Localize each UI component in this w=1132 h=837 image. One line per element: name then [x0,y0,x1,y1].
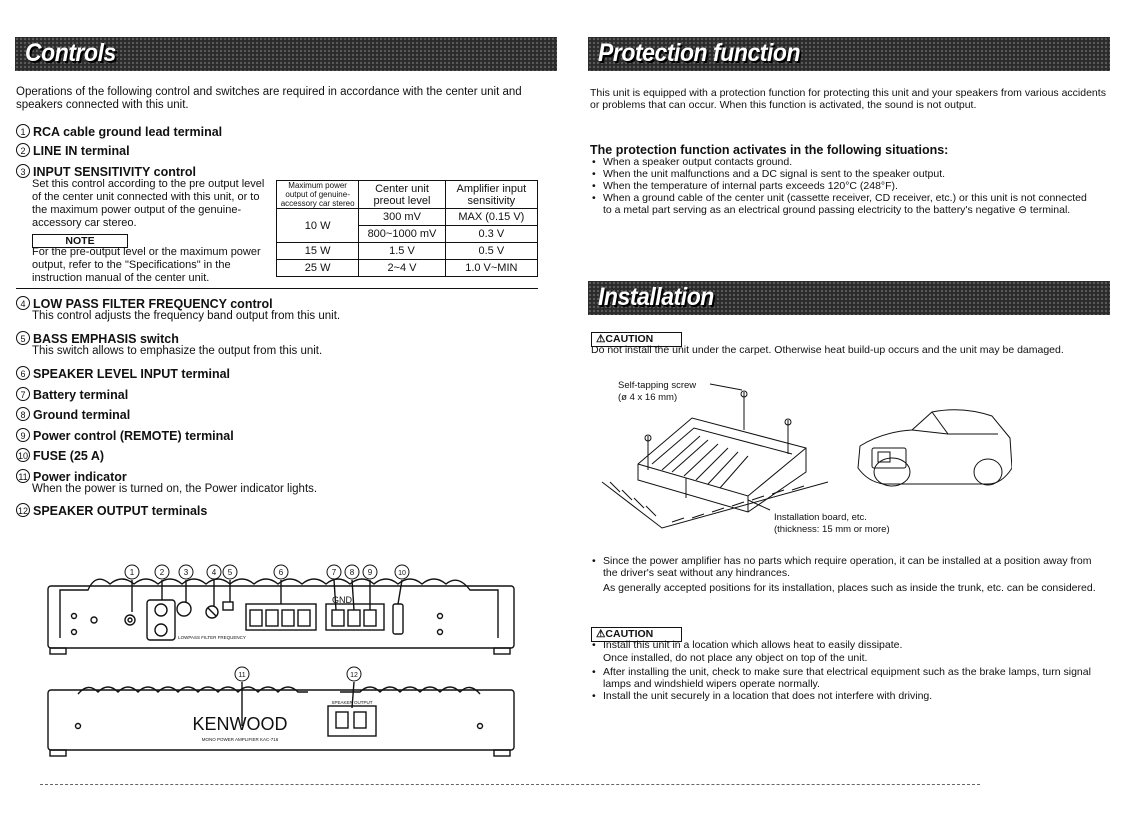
table-row [277,209,538,226]
table-cell: 1.5 V [359,243,445,260]
control-item-3-desc: Set this control according to the pre output level of the center unit connected with this unit, or to the maximum power output of the genuine-accessory car stereo. [32,178,265,229]
caution-2-list [590,639,1105,651]
item-label: Battery terminal [33,388,129,402]
item-label: LOW PASS FILTER FREQUENCY control [33,297,273,311]
item-label: Power indicator [33,470,127,484]
top-view-outline [60,579,498,638]
item-number: 1 [16,124,30,138]
item-number: 4 [16,296,30,310]
caution-2-list-b [590,666,1105,702]
protection-intro: This unit is equipped with a protection function for protecting this unit and your speakers from various accidents or problems that can occur. When this function is activated, the sound is not output. [590,87,1106,111]
screw-label: Self-tapping screw [618,380,697,391]
item-label: FUSE (25 A) [33,449,105,463]
note-label: NOTE [32,234,128,248]
item-label: BASS EMPHASIS switch [33,332,179,346]
item-number: 7 [16,387,30,401]
table-cell: 25 W [277,260,359,277]
installation-title: Installation [598,283,714,311]
divider-line [16,288,538,289]
control-item-3 [16,164,196,179]
item-label: RCA cable ground lead terminal [33,125,223,139]
item-number: 3 [16,164,30,178]
board-thickness-label: (thickness: 15 mm or more) [774,524,890,535]
callout-9: 9 [367,568,373,577]
callout-5: 5 [227,568,233,577]
controls-intro: Operations of the following control and switches are required in accordance with the center unit and speakers connected with this unit. [16,86,522,111]
installation-illustration [592,372,1012,538]
item-label: Ground terminal [33,408,131,422]
table-header: Center unit preout level [359,181,445,209]
list-item: • When the temperature of internal parts exceeds 120°C (248°F). [590,180,1090,192]
installation-banner [588,281,1110,315]
caution-label: ⚠CAUTION [591,627,682,642]
controls-banner [15,37,557,71]
table-cell: 15 W [277,243,359,260]
control-item-11 [16,469,127,484]
protection-banner [588,37,1110,71]
list-item: • After installing the unit, check to make sure that electrical equipment such as the brake lamps, turn signal lamps and windshield wipers operate normally. [590,666,1105,690]
list-item: • Since the power amplifier has no parts which require operation, it can be installed at a position away from the driver's seat without any hindrances. [590,555,1105,579]
item-label: Power control (REMOTE) terminal [33,429,234,443]
callout-11: 11 [238,672,246,679]
control-item-7 [16,387,128,402]
table-cell: 800~1000 mV [359,226,445,243]
list-item: • When a speaker output contacts ground. [590,156,1090,168]
control-item-9 [16,428,234,443]
installation-bullet-cont: As generally accepted positions for its installation, places such as inside the trunk, etc. can be considered. [603,582,1096,594]
caution-2-cont: Once installed, do not place any object on top of the unit. [603,652,868,664]
callout-8: 8 [349,568,355,577]
callout-6: 6 [278,568,284,577]
amplifier-diagram [40,558,530,770]
item-number: 10 [16,448,30,462]
item-number: 9 [16,428,30,442]
item-label: SPEAKER LEVEL INPUT terminal [33,367,231,381]
list-item: • When the unit malfunctions and a DC signal is sent to the speaker output. [590,168,1090,180]
list-item: • When a ground cable of the center unit (cassette receiver, CD receiver, etc.) or this unit is not connected to a metal part serving as an electrical ground passing electricity to the battery's negative ⊖ terminal. [590,192,1090,216]
bottom-rule [40,784,980,785]
table-cell: 300 mV [359,209,445,226]
table-cell: 0.5 V [445,243,537,260]
item-label: SPEAKER OUTPUT terminals [33,504,208,518]
board-label: Installation board, etc. [774,512,867,523]
protection-title: Protection function [598,39,801,67]
controls-title: Controls [25,39,116,67]
table-cell: 2~4 V [359,260,445,277]
table-cell: 0.3 V [445,226,537,243]
callout-3: 3 [183,568,189,577]
table-cell: 1.0 V~MIN [445,260,537,277]
protection-list [590,156,1090,216]
control-item-6 [16,366,230,381]
list-item: • Install this unit in a location which allows heat to easily dissipate. [590,639,1105,651]
installation-list [590,555,1105,579]
callout-10: 10 [398,570,406,577]
gnd-label: GND [332,595,352,605]
control-item-8 [16,407,130,422]
note-text: For the pre-output level or the maximum power output, refer to the "Specifications" in the instruction manual of the center unit. [32,246,261,284]
item-label: LINE IN terminal [33,144,130,158]
list-item: • Install the unit securely in a location that does not interfere with driving. [590,690,1105,702]
callout-12: 12 [350,672,358,679]
control-item-2 [16,143,130,158]
table-cell: MAX (0.15 V) [445,209,537,226]
control-item-1 [16,124,222,139]
control-item-5 [16,331,179,346]
table-header: Maximum power output of genuine-accessory car stereo [277,181,359,209]
control-item-4-desc: This control adjusts the frequency band output from this unit. [32,310,341,322]
callout-1: 1 [129,568,135,577]
item-number: 12 [16,503,30,517]
lpf-label: LOWPASS FILTER FREQUENCY [178,635,246,640]
screw-size-label: (ø 4 x 16 mm) [618,392,678,403]
table-header-row [277,181,538,209]
callout-2: 2 [159,568,165,577]
item-number: 5 [16,331,30,345]
model-line: MONO POWER AMPLIFIER KAC-716 [201,737,279,742]
item-number: 8 [16,407,30,421]
caution-label: ⚠CAUTION [591,332,682,347]
item-label: INPUT SENSITIVITY control [33,165,196,179]
spk-output-label: SPEAKER OUTPUT [331,700,373,705]
control-item-10 [16,448,104,463]
car-outline [858,410,1012,484]
control-item-12 [16,503,207,518]
protection-subhead: The protection function activates in the following situations: [590,143,949,157]
control-item-4 [16,296,273,311]
control-item-11-desc: When the power is turned on, the Power indicator lights. [32,483,318,495]
table-row [277,260,538,277]
sensitivity-table [276,180,538,277]
item-number: 6 [16,366,30,380]
callout-7: 7 [331,568,337,577]
brand-logo: KENWOOD [192,714,288,734]
table-cell: 10 W [277,209,359,243]
caution-1-text: Do not install the unit under the carpet. Otherwise heat build-up occurs and the unit may be damaged. [591,344,1064,356]
callout-4: 4 [211,568,217,577]
table-header: Amplifier input sensitivity [445,181,537,209]
control-item-5-desc: This switch allows to emphasize the output from this unit. [32,345,323,357]
item-number: 11 [16,469,30,483]
table-row [277,243,538,260]
item-number: 2 [16,143,30,157]
